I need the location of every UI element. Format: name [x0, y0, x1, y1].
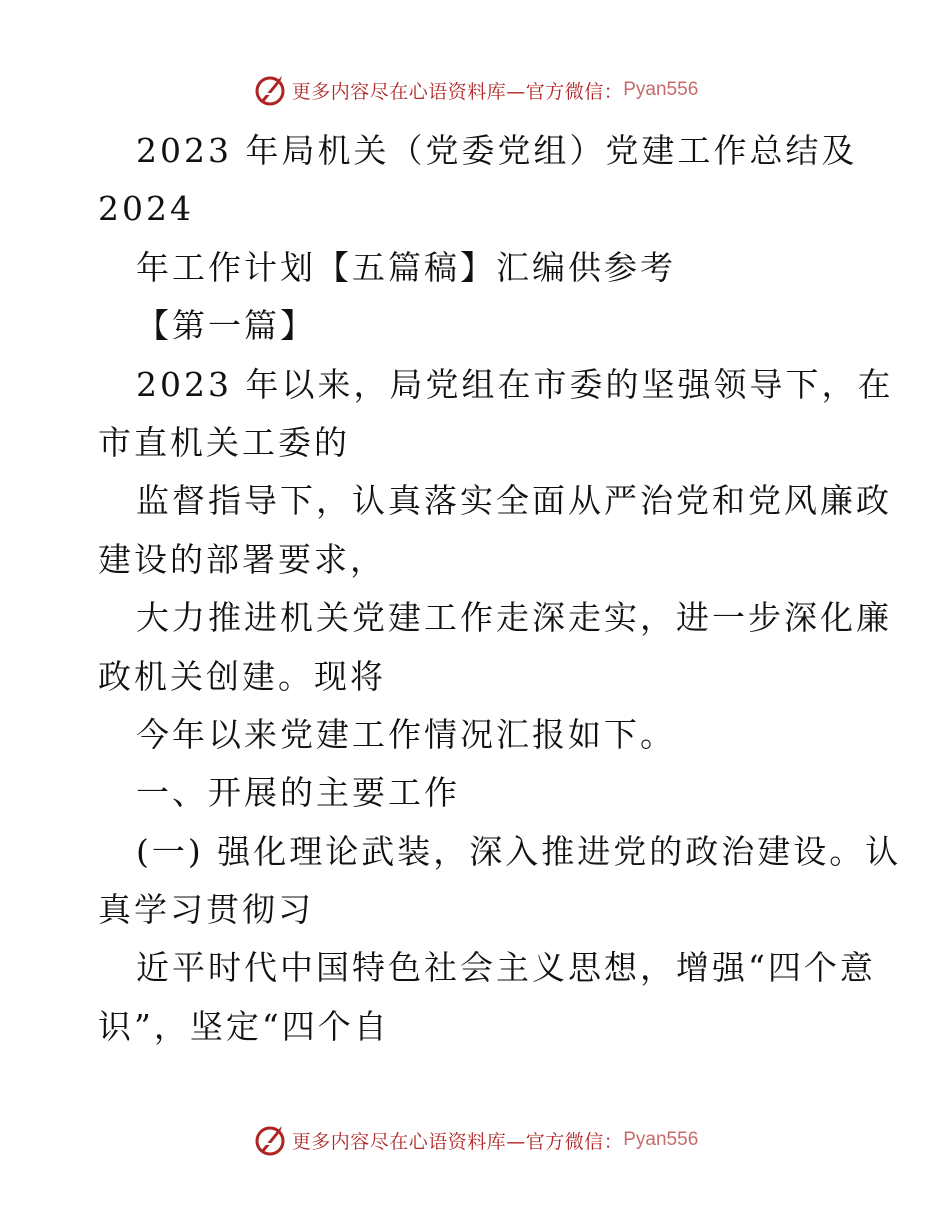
quill-logo-icon	[252, 1122, 288, 1158]
text-line: 监督指导下，认真落实全面从严治党和党风廉政	[136, 481, 892, 521]
text-line: 2023 年局机关（党委党组）党建工作总结及	[136, 131, 858, 170]
watermark-account: Pyan556	[623, 79, 699, 100]
text-line: 真学习贯彻习	[98, 890, 314, 930]
text-line: 一、开展的主要工作	[136, 773, 460, 813]
text-line: (一) 强化理论武装，深入推进党的政治建设。认	[136, 831, 902, 871]
text-line: 大力推进机关党建工作走深走实，进一步深化廉	[136, 598, 892, 638]
text-line: 识”，坚定“四个自	[98, 1006, 390, 1046]
header-watermark	[0, 70, 950, 110]
text-line: 2024	[98, 189, 194, 229]
text-line: 市直机关工委的	[98, 422, 350, 462]
text-line: 政机关创建。现将	[98, 656, 386, 696]
watermark-text: 更多内容尽在心语资料库—官方微信：	[291, 80, 624, 103]
text-line: 今年以来党建工作情况汇报如下。	[136, 714, 676, 754]
footer-watermark	[0, 1120, 950, 1160]
text-line: 【第一篇】	[136, 306, 316, 346]
watermark-text: 更多内容尽在心语资料库—官方微信：	[291, 1130, 624, 1153]
text-line: 近平时代中国特色社会主义思想，增强“四个意	[136, 948, 876, 988]
document-body	[98, 122, 902, 1056]
quill-logo-icon	[252, 72, 288, 108]
text-line: 2023 年以来，局党组在市委的坚强领导下，在	[136, 364, 894, 404]
watermark-account: Pyan556	[623, 1129, 699, 1150]
text-line: 年工作计划【五篇稿】汇编供参考	[136, 247, 676, 287]
text-line: 建设的部署要求，	[98, 539, 386, 579]
